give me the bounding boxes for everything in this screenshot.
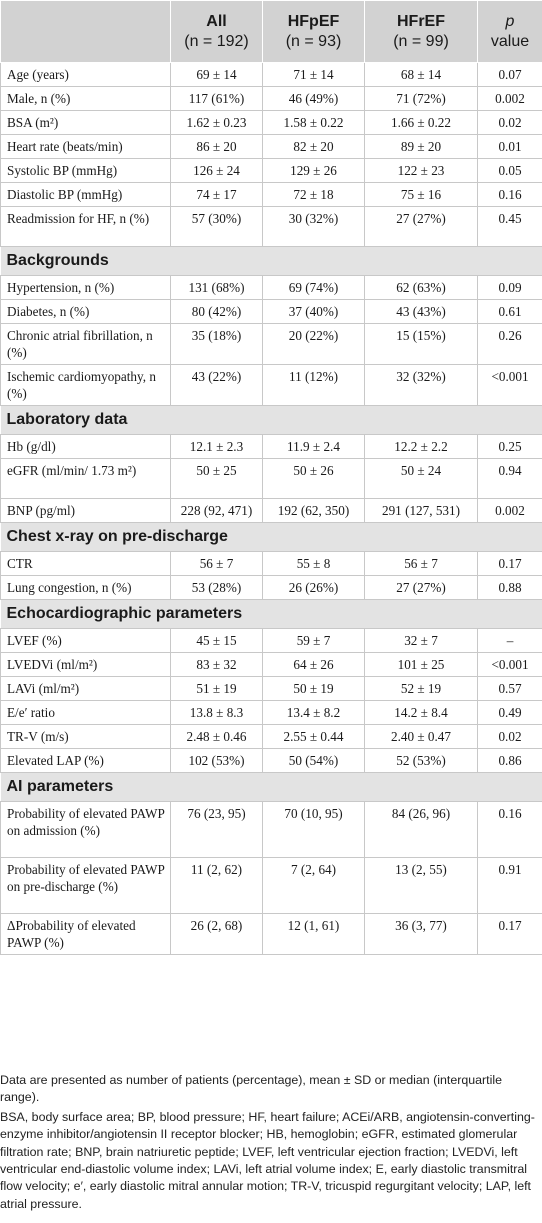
cell-hfref: 12.2 ± 2.2	[365, 435, 478, 459]
cell-hfpef: 64 ± 26	[263, 653, 365, 677]
cell-p-value: 0.91	[478, 858, 542, 914]
row-label: BSA (m²)	[1, 111, 171, 135]
row-label: BNP (pg/ml)	[1, 499, 171, 523]
cell-hfpef: 72 ± 18	[263, 183, 365, 207]
cell-p-value: 0.17	[478, 914, 542, 955]
section-title: Laboratory data	[1, 406, 542, 435]
cell-all: 69 ± 14	[171, 63, 263, 87]
table-footnotes	[0, 1072, 538, 1215]
cell-p-value: 0.02	[478, 111, 542, 135]
cell-hfpef: 129 ± 26	[263, 159, 365, 183]
row-label: Hypertension, n (%)	[1, 276, 171, 300]
header-all-name: All	[206, 12, 227, 30]
cell-hfpef: 11 (12%)	[263, 365, 365, 406]
cell-all: 2.48 ± 0.46	[171, 725, 263, 749]
table-row	[1, 111, 542, 135]
cell-p-value: 0.002	[478, 87, 542, 111]
table-header-row	[1, 1, 542, 63]
cell-p-value: 0.16	[478, 183, 542, 207]
cell-p-value: 0.45	[478, 207, 542, 247]
cell-all: 53 (28%)	[171, 576, 263, 600]
table-row	[1, 435, 542, 459]
cell-hfref: 122 ± 23	[365, 159, 478, 183]
cell-hfpef: 50 (54%)	[263, 749, 365, 773]
section-header-row	[1, 247, 542, 276]
cell-p-value: 0.09	[478, 276, 542, 300]
cell-all: 83 ± 32	[171, 653, 263, 677]
row-label: Probability of elevated PAWP on pre-discharge (%)	[1, 858, 171, 914]
cell-p-value: <0.001	[478, 365, 542, 406]
row-label: E/e′ ratio	[1, 701, 171, 725]
cell-hfpef: 71 ± 14	[263, 63, 365, 87]
cell-all: 13.8 ± 8.3	[171, 701, 263, 725]
table-body	[1, 63, 542, 955]
row-label: Diastolic BP (mmHg)	[1, 183, 171, 207]
cell-hfpef: 13.4 ± 8.2	[263, 701, 365, 725]
cell-hfpef: 37 (40%)	[263, 300, 365, 324]
cell-all: 56 ± 7	[171, 552, 263, 576]
cell-hfref: 36 (3, 77)	[365, 914, 478, 955]
cell-all: 11 (2, 62)	[171, 858, 263, 914]
cell-hfref: 101 ± 25	[365, 653, 478, 677]
footnote-abbreviations: BSA, body surface area; BP, blood pressure; HF, heart failure; ACEi/ARB, angiotensin-converting-enzyme inhibitor/angiotensin II receptor blocker; HB, hemoglobin; eGFR, estimated glomerular filtration rate; BNP, brain natriuretic peptide; LVEF, left ventricular ejection fraction; LVEDVi, left ventricular end-diastolic volume index; LAVi, left atrial volume index; E, early diastolic transmitral flow velocity; e′, early diastolic mitral annular motion; TR-V, tricuspid regurgitant velocity; LAP, left atrial pressure.	[0, 1109, 535, 1211]
cell-hfref: 43 (43%)	[365, 300, 478, 324]
cell-hfpef: 50 ± 19	[263, 677, 365, 701]
cell-all: 80 (42%)	[171, 300, 263, 324]
section-header-row	[1, 773, 542, 802]
table-row	[1, 365, 542, 406]
cell-hfpef: 46 (49%)	[263, 87, 365, 111]
table-row	[1, 629, 542, 653]
cell-p-value: 0.57	[478, 677, 542, 701]
cell-hfpef: 1.58 ± 0.22	[263, 111, 365, 135]
cell-hfref: 291 (127, 531)	[365, 499, 478, 523]
cell-p-value: 0.01	[478, 135, 542, 159]
cell-hfref: 68 ± 14	[365, 63, 478, 87]
cell-hfpef: 192 (62, 350)	[263, 499, 365, 523]
header-hfref-name: HFrEF	[397, 12, 445, 30]
cell-all: 131 (68%)	[171, 276, 263, 300]
cell-all: 86 ± 20	[171, 135, 263, 159]
table-row	[1, 276, 542, 300]
row-label: CTR	[1, 552, 171, 576]
section-header-row	[1, 600, 542, 629]
cell-hfref: 52 (53%)	[365, 749, 478, 773]
section-header-row	[1, 523, 542, 552]
cell-all: 1.62 ± 0.23	[171, 111, 263, 135]
cell-p-value: 0.16	[478, 802, 542, 858]
cell-p-value: 0.94	[478, 459, 542, 499]
footnote-data-presentation: Data are presented as number of patients (percentage), mean ± SD or median (interquartile range).	[0, 1073, 503, 1105]
cell-hfpef: 82 ± 20	[263, 135, 365, 159]
section-title: Echocardiographic parameters	[1, 600, 542, 629]
table-row	[1, 653, 542, 677]
cell-hfref: 1.66 ± 0.22	[365, 111, 478, 135]
cell-hfref: 56 ± 7	[365, 552, 478, 576]
section-title: Chest x-ray on pre-discharge	[1, 523, 542, 552]
cell-all: 51 ± 19	[171, 677, 263, 701]
row-label: LAVi (ml/m²)	[1, 677, 171, 701]
row-label: TR-V (m/s)	[1, 725, 171, 749]
cell-p-value: 0.49	[478, 701, 542, 725]
header-all-n: (n = 192)	[184, 32, 249, 50]
row-label: LVEF (%)	[1, 629, 171, 653]
table-row	[1, 725, 542, 749]
row-label: LVEDVi (ml/m²)	[1, 653, 171, 677]
table-row	[1, 63, 542, 87]
cell-p-value: 0.88	[478, 576, 542, 600]
cell-hfpef: 55 ± 8	[263, 552, 365, 576]
cell-all: 57 (30%)	[171, 207, 263, 247]
cell-hfpef: 69 (74%)	[263, 276, 365, 300]
table-row	[1, 324, 542, 365]
cell-hfpef: 70 (10, 95)	[263, 802, 365, 858]
row-label: Chronic atrial fibrillation, n (%)	[1, 324, 171, 365]
cell-p-value: –	[478, 629, 542, 653]
row-label: Probability of elevated PAWP on admission (%)	[1, 802, 171, 858]
table-row	[1, 576, 542, 600]
section-title: Backgrounds	[1, 247, 542, 276]
cell-hfref: 75 ± 16	[365, 183, 478, 207]
row-label: eGFR (ml/min/ 1.73 m²)	[1, 459, 171, 499]
header-hfref-n: (n = 99)	[393, 32, 449, 50]
row-label: Diabetes, n (%)	[1, 300, 171, 324]
row-label: Systolic BP (mmHg)	[1, 159, 171, 183]
cell-all: 12.1 ± 2.3	[171, 435, 263, 459]
table-row	[1, 87, 542, 111]
table-row	[1, 701, 542, 725]
cell-hfpef: 59 ± 7	[263, 629, 365, 653]
cell-hfpef: 11.9 ± 2.4	[263, 435, 365, 459]
table-row	[1, 749, 542, 773]
cell-hfpef: 20 (22%)	[263, 324, 365, 365]
cell-hfref: 15 (15%)	[365, 324, 478, 365]
row-label: Heart rate (beats/min)	[1, 135, 171, 159]
row-label: Male, n (%)	[1, 87, 171, 111]
row-label: ΔProbability of elevated PAWP (%)	[1, 914, 171, 955]
table-row	[1, 858, 542, 914]
cell-hfpef: 26 (26%)	[263, 576, 365, 600]
cell-all: 74 ± 17	[171, 183, 263, 207]
cell-hfref: 32 (32%)	[365, 365, 478, 406]
cell-hfref: 89 ± 20	[365, 135, 478, 159]
cell-hfref: 32 ± 7	[365, 629, 478, 653]
cell-all: 43 (22%)	[171, 365, 263, 406]
table-row	[1, 459, 542, 499]
cell-all: 26 (2, 68)	[171, 914, 263, 955]
cell-hfref: 84 (26, 96)	[365, 802, 478, 858]
table-row	[1, 207, 542, 247]
cell-hfpef: 2.55 ± 0.44	[263, 725, 365, 749]
cell-p-value: 0.002	[478, 499, 542, 523]
cell-hfpef: 12 (1, 61)	[263, 914, 365, 955]
table-row	[1, 183, 542, 207]
row-label: Readmission for HF, n (%)	[1, 207, 171, 247]
header-label-cell	[1, 1, 171, 63]
header-p-value	[478, 1, 542, 63]
cell-p-value: 0.17	[478, 552, 542, 576]
header-hfpef-name: HFpEF	[287, 12, 340, 30]
table-row	[1, 677, 542, 701]
row-label: Elevated LAP (%)	[1, 749, 171, 773]
cell-all: 45 ± 15	[171, 629, 263, 653]
cell-hfpef: 7 (2, 64)	[263, 858, 365, 914]
cell-all: 35 (18%)	[171, 324, 263, 365]
cell-hfpef: 30 (32%)	[263, 207, 365, 247]
cell-all: 76 (23, 95)	[171, 802, 263, 858]
table-row	[1, 802, 542, 858]
cell-p-value: <0.001	[478, 653, 542, 677]
table-row	[1, 552, 542, 576]
header-hfpef	[263, 1, 365, 63]
table-row	[1, 135, 542, 159]
cell-all: 126 ± 24	[171, 159, 263, 183]
row-label: Lung congestion, n (%)	[1, 576, 171, 600]
table-row	[1, 499, 542, 523]
header-value: value	[490, 32, 530, 50]
cell-hfref: 13 (2, 55)	[365, 858, 478, 914]
cell-all: 117 (61%)	[171, 87, 263, 111]
cell-p-value: 0.07	[478, 63, 542, 87]
header-hfref	[365, 1, 478, 63]
cell-hfref: 52 ± 19	[365, 677, 478, 701]
table-row	[1, 914, 542, 955]
table-row	[1, 159, 542, 183]
cell-p-value: 0.61	[478, 300, 542, 324]
cell-p-value: 0.26	[478, 324, 542, 365]
cell-hfpef: 50 ± 26	[263, 459, 365, 499]
cell-hfref: 71 (72%)	[365, 87, 478, 111]
cell-p-value: 0.86	[478, 749, 542, 773]
table-row	[1, 300, 542, 324]
cell-all: 50 ± 25	[171, 459, 263, 499]
section-header-row	[1, 406, 542, 435]
cell-hfref: 14.2 ± 8.4	[365, 701, 478, 725]
cell-p-value: 0.25	[478, 435, 542, 459]
header-hfpef-n: (n = 93)	[285, 32, 342, 50]
row-label: Hb (g/dl)	[1, 435, 171, 459]
cell-p-value: 0.05	[478, 159, 542, 183]
cell-hfref: 62 (63%)	[365, 276, 478, 300]
cell-p-value: 0.02	[478, 725, 542, 749]
cell-hfref: 27 (27%)	[365, 207, 478, 247]
cell-hfref: 2.40 ± 0.47	[365, 725, 478, 749]
section-title: AI parameters	[1, 773, 542, 802]
cell-hfref: 27 (27%)	[365, 576, 478, 600]
row-label: Ischemic cardiomyopathy, n (%)	[1, 365, 171, 406]
header-all	[171, 1, 263, 63]
row-label: Age (years)	[1, 63, 171, 87]
cell-all: 228 (92, 471)	[171, 499, 263, 523]
cell-all: 102 (53%)	[171, 749, 263, 773]
header-p: p	[505, 12, 515, 30]
cell-hfref: 50 ± 24	[365, 459, 478, 499]
